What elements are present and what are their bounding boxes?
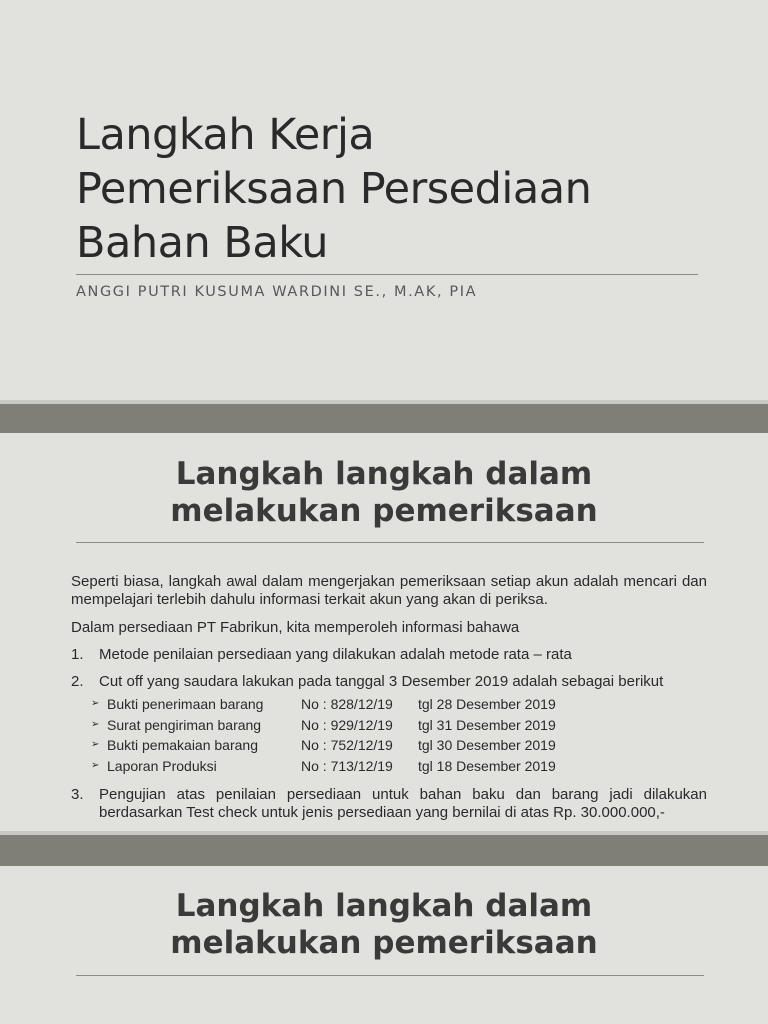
- heading-divider: [76, 542, 704, 543]
- title-divider: [76, 274, 698, 275]
- cutoff-date: tgl 30 Desember 2019: [418, 737, 556, 754]
- arrow-bullet-icon: ➢: [91, 698, 100, 709]
- arrow-bullet-icon: ➢: [91, 760, 100, 772]
- list-item: [71, 673, 707, 691]
- cutoff-date: tgl 18 Desember 2019: [418, 758, 556, 775]
- cutoff-row: [91, 735, 707, 756]
- cutoff-no: No : 929/12/19: [301, 716, 393, 733]
- cutoff-list: [91, 694, 707, 777]
- list-text: Metode penilaian persediaan yang dilakukan adalah metode rata – rata: [99, 646, 572, 663]
- intro-paragraph: Seperti biasa, langkah awal dalam mengerjakan pemeriksaan setiap akun adalah mencari dan mempelajari terlebih dahulu informasi terkait akun yang akan di periksa.: [71, 573, 707, 608]
- slide-title-line: Pemeriksaan Persediaan: [76, 164, 592, 214]
- list-number: 1.: [71, 646, 84, 663]
- cutoff-no: No : 752/12/19: [301, 737, 393, 754]
- cutoff-date: tgl 28 Desember 2019: [418, 696, 556, 712]
- cutoff-row: [91, 715, 707, 736]
- slide-title: [76, 108, 716, 270]
- cutoff-row: [91, 694, 707, 715]
- content-slide: [0, 433, 768, 831]
- cutoff-doc: Bukti pemakaian barang: [107, 737, 258, 754]
- cutoff-doc: Surat pengiriman barang: [107, 716, 262, 733]
- slide-heading: [64, 888, 704, 962]
- cutoff-no: No : 713/12/19: [301, 758, 393, 775]
- content-slide: [0, 866, 768, 1024]
- slide-title-line: Langkah Kerja: [76, 110, 375, 160]
- slide-heading-line: melakukan pemeriksaan: [170, 925, 598, 961]
- slide-subtitle: ANGGI PUTRI KUSUMA WARDINI SE., M.AK, PIA: [76, 284, 478, 300]
- list-number: 3.: [71, 785, 84, 803]
- slide-heading-line: melakukan pemeriksaan: [170, 493, 598, 529]
- cutoff-doc: Laporan Produksi: [107, 758, 217, 775]
- list-text: Pengujian atas penilaian persediaan untuk bahan baku dan barang jadi dilakukan berdasarkan Test check untuk jenis persediaan yang bernilai di atas Rp. 30.000.000,-: [99, 785, 707, 821]
- info-paragraph: Dalam persediaan PT Fabrikun, kita memperoleh informasi bahawa: [71, 619, 520, 636]
- slide-heading-line: Langkah langkah dalam: [175, 888, 593, 924]
- heading-divider: [76, 975, 704, 976]
- slide-heading-line: Langkah langkah dalam: [175, 456, 593, 492]
- list-number: 2.: [71, 673, 84, 690]
- list-item: [71, 786, 707, 822]
- slide-separator: [0, 831, 768, 866]
- arrow-bullet-icon: ➢: [91, 718, 100, 730]
- cutoff-doc: Bukti penerimaan barang: [107, 696, 264, 712]
- list-item: [71, 646, 707, 664]
- slide-title-line: Bahan Baku: [76, 218, 329, 268]
- title-slide: [0, 0, 768, 400]
- cutoff-row: [91, 756, 707, 777]
- cutoff-no: No : 828/12/19: [301, 696, 393, 712]
- arrow-bullet-icon: ➢: [91, 739, 100, 751]
- list-text: Cut off yang saudara lakukan pada tanggal 3 Desember 2019 adalah sebagai berikut: [99, 673, 664, 690]
- slide-body: [71, 573, 707, 822]
- slide-heading: [64, 456, 704, 530]
- cutoff-date: tgl 31 Desember 2019: [418, 716, 556, 733]
- slide-separator: [0, 400, 768, 433]
